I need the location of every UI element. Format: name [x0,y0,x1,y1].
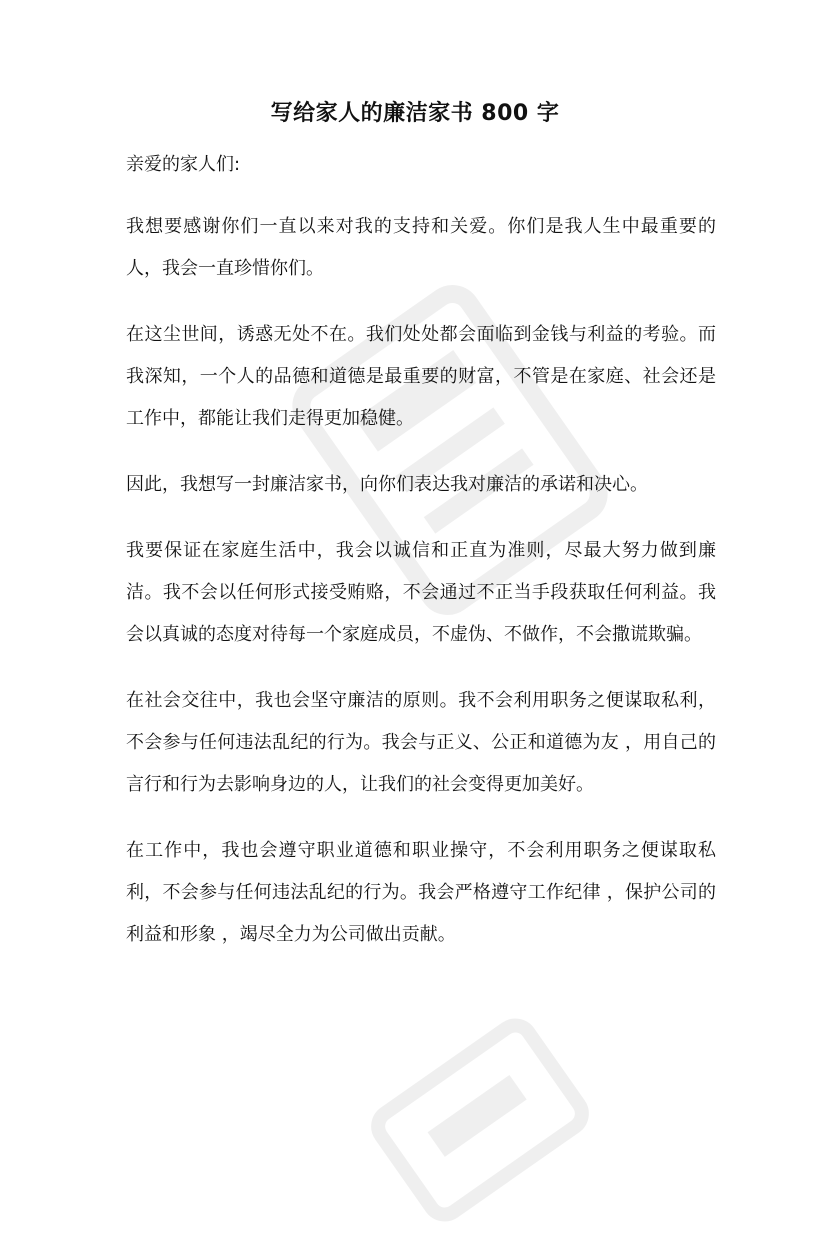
paragraph: 在这尘世间，诱惑无处不在。我们处处都会面临到金钱与利益的考验。而我深知，一个人的品德和道德是最重要的财富，不管是在家庭、社会还是工作中，都能让我们走得更加稳健。 [126,324,716,429]
greeting: 亲爱的家人们: [126,154,241,175]
letter-body [126,206,716,980]
paragraph: 因此，我想写一封廉洁家书，向你们表达我对廉洁的承诺和决心。 [126,474,648,495]
paragraph: 我想要感谢你们一直以来对我的支持和关爱。你们是我人生中最重要的人，我会一直珍惜你们。 [126,216,716,279]
paragraph: 在社会交往中，我也会坚守廉洁的原则。我不会利用职务之便谋取私利，不会参与任何违法乱纪的行为。我会与正义、公正和道德为友 ，用自己的言行和行为去影响身边的人，让我们的社会变得更加美好。 [126,690,716,795]
paragraph: 在工作中，我也会遵守职业道德和职业操守，不会利用职务之便谋取私利，不会参与任何违法乱纪的行为。我会严格遵守工作纪律 ，保护公司的利益和形象 ，竭尽全力为公司做出贡献。 [126,840,716,945]
document-title: 写给家人的廉洁家书 800 字 [270,101,560,126]
paragraph: 我要保证在家庭生活中，我会以诚信和正直为准则，尽最大努力做到廉洁。我不会以任何形式接受贿赂，不会通过不正当手段获取任何利益。我会以真诚的态度对待每一个家庭成员，不虚伪、不做作，不会撒谎欺骗。 [126,540,716,645]
watermark-logo-bottom [358,1005,602,1234]
